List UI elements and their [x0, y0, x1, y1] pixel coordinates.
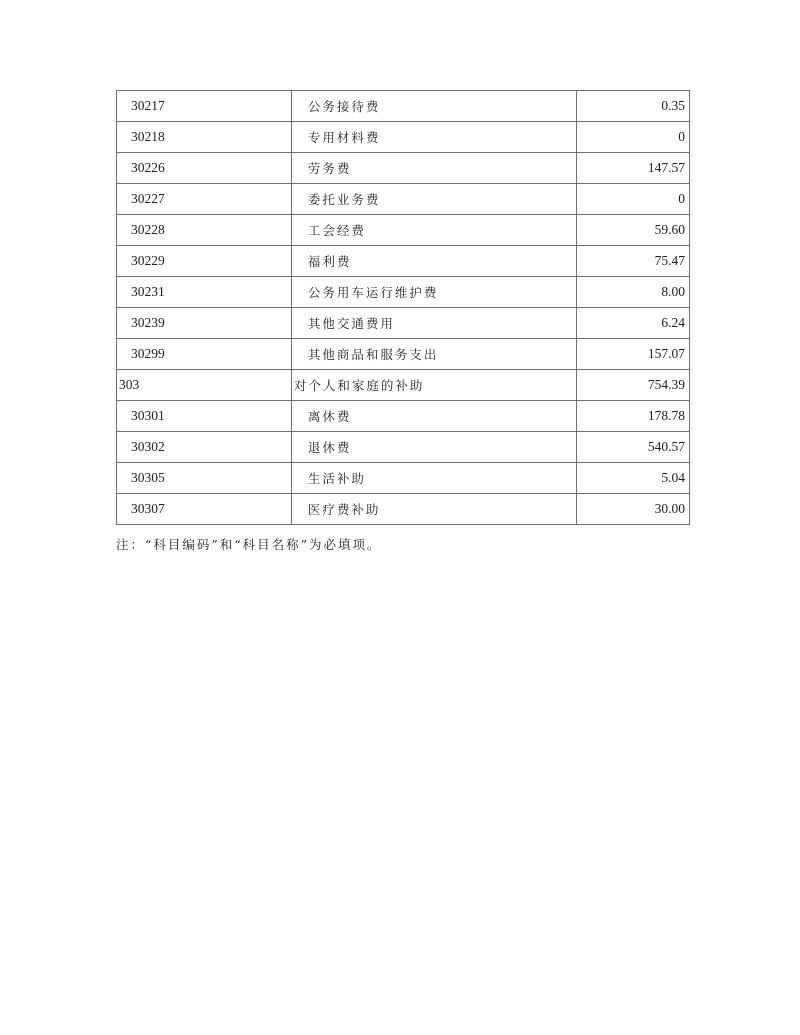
- subject-code-cell: 30305: [117, 463, 292, 494]
- amount-cell: 30.00: [576, 494, 689, 525]
- amount-cell: 5.04: [576, 463, 689, 494]
- subject-name-cell: 退休费: [291, 432, 576, 463]
- table-row: [117, 246, 690, 277]
- table-row: [117, 370, 690, 401]
- subject-name-cell: 对个人和家庭的补助: [291, 370, 576, 401]
- subject-name-cell: 离休费: [291, 401, 576, 432]
- subject-name-cell: 其他交通费用: [291, 308, 576, 339]
- amount-cell: 75.47: [576, 246, 689, 277]
- subject-code-cell: 30226: [117, 153, 292, 184]
- amount-cell: 0: [576, 122, 689, 153]
- table-row: [117, 494, 690, 525]
- subject-name-cell: 公务用车运行维护费: [291, 277, 576, 308]
- amount-cell: 6.24: [576, 308, 689, 339]
- amount-cell: 0: [576, 184, 689, 215]
- table-row: [117, 401, 690, 432]
- subject-code-cell: 30302: [117, 432, 292, 463]
- subject-code-cell: 30218: [117, 122, 292, 153]
- subject-code-cell: 30228: [117, 215, 292, 246]
- table-row: [117, 91, 690, 122]
- subject-code-cell: 30239: [117, 308, 292, 339]
- table-row: [117, 277, 690, 308]
- table-row: [117, 184, 690, 215]
- subject-name-cell: 工会经费: [291, 215, 576, 246]
- subject-code-cell: 30301: [117, 401, 292, 432]
- amount-cell: 0.35: [576, 91, 689, 122]
- subject-code-cell: 30307: [117, 494, 292, 525]
- subject-code-cell: 303: [117, 370, 292, 401]
- amount-cell: 8.00: [576, 277, 689, 308]
- amount-cell: 178.78: [576, 401, 689, 432]
- table-row: [117, 339, 690, 370]
- subject-name-cell: 公务接待费: [291, 91, 576, 122]
- amount-cell: 157.07: [576, 339, 689, 370]
- amount-cell: 754.39: [576, 370, 689, 401]
- subject-code-cell: 30231: [117, 277, 292, 308]
- subject-name-cell: 劳务费: [291, 153, 576, 184]
- footnote: 注：“科目编码”和“科目名称”为必填项。: [116, 537, 382, 552]
- budget-table: [116, 90, 690, 525]
- subject-name-cell: 福利费: [291, 246, 576, 277]
- subject-name-cell: 其他商品和服务支出: [291, 339, 576, 370]
- amount-cell: 540.57: [576, 432, 689, 463]
- table-row: [117, 308, 690, 339]
- amount-cell: 147.57: [576, 153, 689, 184]
- table-row: [117, 463, 690, 494]
- subject-name-cell: 生活补助: [291, 463, 576, 494]
- table-row: [117, 122, 690, 153]
- table-row: [117, 153, 690, 184]
- subject-code-cell: 30299: [117, 339, 292, 370]
- subject-name-cell: 委托业务费: [291, 184, 576, 215]
- subject-code-cell: 30227: [117, 184, 292, 215]
- subject-code-cell: 30229: [117, 246, 292, 277]
- subject-name-cell: 专用材料费: [291, 122, 576, 153]
- subject-name-cell: 医疗费补助: [291, 494, 576, 525]
- subject-code-cell: 30217: [117, 91, 292, 122]
- table-row: [117, 215, 690, 246]
- amount-cell: 59.60: [576, 215, 689, 246]
- table-row: [117, 432, 690, 463]
